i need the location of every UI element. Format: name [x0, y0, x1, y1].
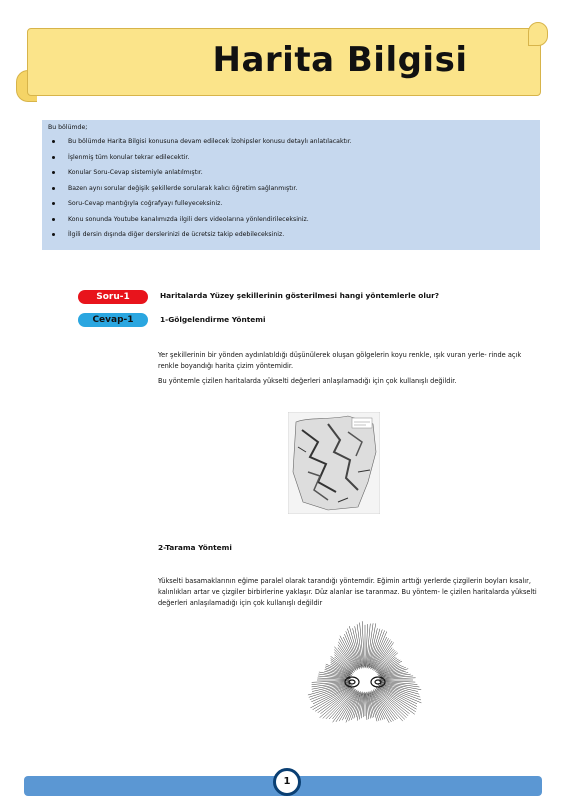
answer-badge: Cevap-1	[78, 313, 148, 327]
banner-curl-right	[528, 22, 548, 46]
hachure-description: Yükselti basamaklarının eğime paralel olarak tarandığı yöntemdir. Eğimin arttığı yerlerde çizgilerin boyları kısalır, kalınlıkları artar ve çizgiler birbirlerine yaklaşır. Düz alanlar ise taranmaz. Bu yöntem- le çizilen haritalarda yükselti değerleri anlaşılamadığı için çok kullanışlı değildir	[158, 577, 537, 607]
bullet-icon	[52, 202, 55, 205]
list-item: İlgili dersin dışında diğer derslerinizi de ücretsiz takip edebileceksiniz.	[48, 231, 534, 239]
list-item: Konular Soru-Cevap sistemiyle anlatılmıştır.	[48, 169, 534, 177]
shaded-relief-map-image	[288, 412, 380, 514]
bullet-icon	[52, 171, 55, 174]
list-item: İşlenmiş tüm konular tekrar edilecektir.	[48, 154, 534, 162]
bullet-icon	[52, 156, 55, 159]
bullet-icon	[52, 187, 55, 190]
intro-heading: Bu bölümde;	[48, 124, 88, 131]
list-item: Soru-Cevap mantığıyla coğrafyayı fulleyeceksiniz.	[48, 200, 534, 208]
bullet-icon	[52, 218, 55, 221]
shading-description: Yer şekillerinin bir yönden aydınlatıldığı düşünülerek oluşan gölgelerin koyu renkle, ışık vuran yerle- rinde açık renkle boyandığı harita çizim yöntemidir.	[158, 351, 522, 370]
question-text: Haritalarda Yüzey şekillerinin gösterilmesi hangi yöntemlerle olur?	[160, 291, 440, 300]
bullet-icon	[52, 140, 55, 143]
list-item: Bu bölümde Harita Bilgisi konusuna devam edilecek İzohipsler konusu detaylı anlatılacaktır.	[48, 138, 534, 146]
list-item: Konu sonunda Youtube kanalımızda ilgili ders videolarına yönlendirileceksiniz.	[48, 216, 534, 224]
bullet-icon	[52, 233, 55, 236]
page-number: 1	[273, 768, 301, 796]
intro-list	[48, 138, 534, 239]
intro-panel	[42, 120, 540, 250]
answer-heading: 1-Gölgelendirme Yöntemi	[160, 315, 266, 324]
page-title: Harita Bilgisi	[212, 40, 468, 80]
shading-note: Bu yöntemle çizilen haritalarda yükselti değerleri anlaşılamadığı için çok kullanışlı değildir.	[158, 377, 457, 385]
list-item: Bazen aynı sorular değişik şekillerde sorularak kalıcı öğretim sağlanmıştır.	[48, 185, 534, 193]
question-badge: Soru-1	[78, 290, 148, 304]
hachure-map-image	[300, 620, 438, 740]
hachure-heading: 2-Tarama Yöntemi	[158, 543, 232, 552]
